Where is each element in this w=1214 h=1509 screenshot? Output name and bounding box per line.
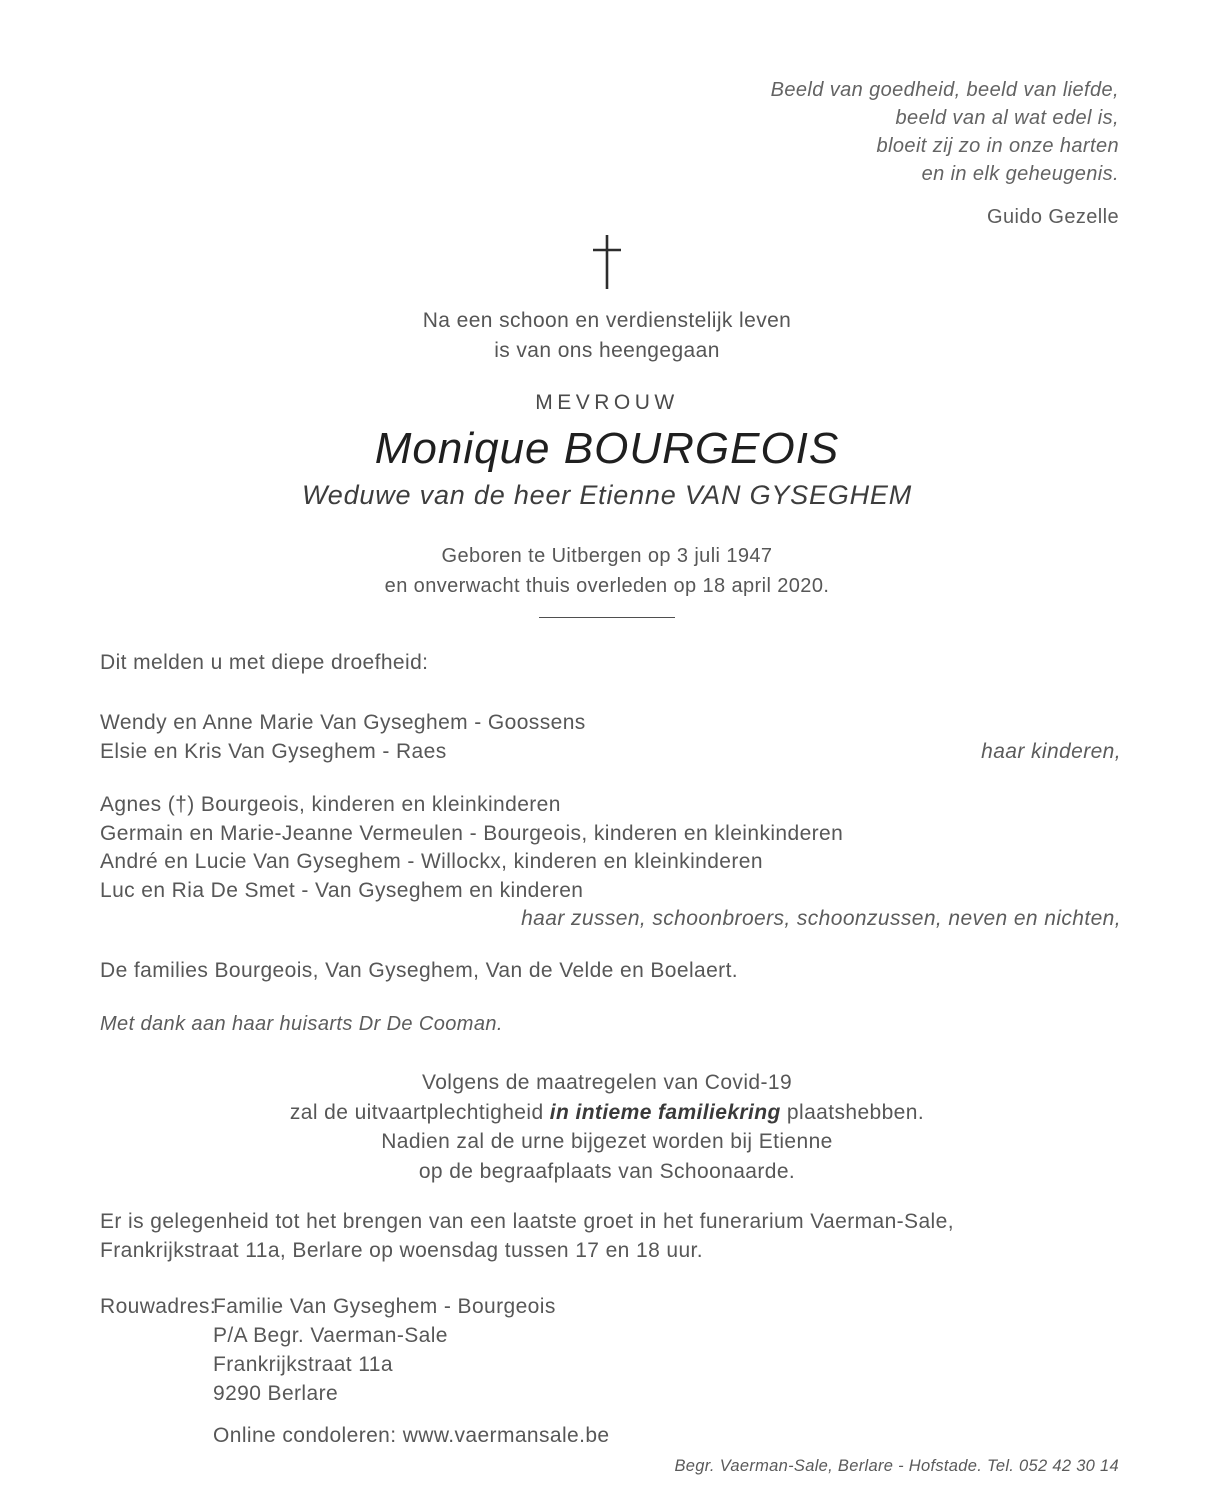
thanks-text: Met dank aan haar huisarts Dr De Cooman. — [100, 1013, 503, 1035]
family-line: Elsie en Kris Van Gyseghem - Raes — [100, 739, 447, 763]
family-line: Wendy en Anne Marie Van Gyseghem - Goossens — [100, 711, 586, 734]
family-line: André en Lucie Van Gyseghem - Willockx, kinderen en kleinkinderen — [100, 850, 763, 873]
siblings-list — [100, 791, 1121, 934]
ceremony-line: Volgens de maatregelen van Covid-19 — [421, 1071, 793, 1094]
poem-line: en in elk geheugenis. — [921, 163, 1119, 185]
ceremony-line: Nadien zal de urne bijgezet worden bij Etienne — [381, 1130, 833, 1153]
mourning-address-lines — [213, 1292, 556, 1408]
life-dates — [0, 541, 1214, 601]
salutation: MEVROUW — [535, 391, 679, 414]
address-line: 9290 Berlare — [213, 1382, 339, 1405]
address-line: Familie Van Gyseghem - Bourgeois — [213, 1295, 556, 1318]
ceremony-emphasis: in intieme familiekring — [549, 1100, 781, 1124]
poem-line: beeld van al wat edel is, — [895, 107, 1119, 129]
intro-text — [0, 306, 1214, 366]
address-line: Frankrijkstraat 11a — [213, 1353, 393, 1376]
ceremony-text — [0, 1068, 1214, 1186]
ceremony-line — [0, 1098, 1214, 1128]
poem-line: bloeit zij zo in onze harten — [876, 135, 1119, 157]
family-line: Luc en Ria De Smet - Van Gyseghem en kinderen — [100, 878, 584, 902]
children-list — [100, 709, 1121, 766]
poem — [771, 76, 1119, 231]
announcement-text: Dit melden u met diepe droefheid: — [100, 651, 429, 674]
text-segment: plaatshebben. — [780, 1100, 925, 1124]
family-line: Agnes (†) Bourgeois, kinderen en kleinkinderen — [100, 793, 561, 816]
poem-line: Beeld van goedheid, beeld van liefde, — [770, 79, 1119, 101]
divider — [539, 617, 675, 618]
ceremony-line: op de begraafplaats van Schoonaarde. — [418, 1159, 796, 1183]
intro-line: is van ons heengegaan — [494, 339, 720, 362]
farewell-text — [100, 1207, 954, 1265]
birth-line: Geboren te Uitbergen op 3 juli 1947 — [441, 545, 773, 567]
deceased-name: Monique BOURGEOIS — [374, 424, 840, 473]
death-line: en onverwacht thuis overleden op 18 april 2020. — [384, 575, 830, 597]
mourning-address — [100, 1292, 556, 1408]
cross-icon — [589, 233, 625, 297]
intro-line: Na een schoon en verdienstelijk leven — [422, 309, 792, 332]
condolences-text: Online condoleren: www.vaermansale.be — [213, 1424, 610, 1447]
siblings-relation-label: haar zussen, schoonbroers, schoonzussen, neven en nichten, — [521, 907, 1121, 930]
deceased-relation: Weduwe van de heer Etienne VAN GYSEGHEM — [302, 480, 912, 510]
footer-text: Begr. Vaerman-Sale, Berlare - Hofstade. Tel. 052 42 30 14 — [674, 1457, 1119, 1475]
poem-author: Guido Gezelle — [987, 206, 1119, 228]
mourning-address-label: Rouwadres: — [100, 1295, 217, 1318]
farewell-line: Er is gelegenheid tot het brengen van een laatste groet in het funerarium Vaerman-Sale, — [100, 1210, 954, 1233]
farewell-line: Frankrijkstraat 11a, Berlare op woensdag tussen 17 en 18 uur. — [100, 1239, 704, 1262]
families-text: De families Bourgeois, Van Gyseghem, Van de Velde en Boelaert. — [100, 959, 739, 982]
text-segment: zal de uitvaartplechtigheid — [289, 1100, 550, 1124]
children-relation-label: haar kinderen, — [981, 739, 1121, 763]
address-line: P/A Begr. Vaerman-Sale — [213, 1324, 448, 1347]
family-line: Germain en Marie-Jeanne Vermeulen - Bourgeois, kinderen en kleinkinderen — [100, 821, 844, 845]
